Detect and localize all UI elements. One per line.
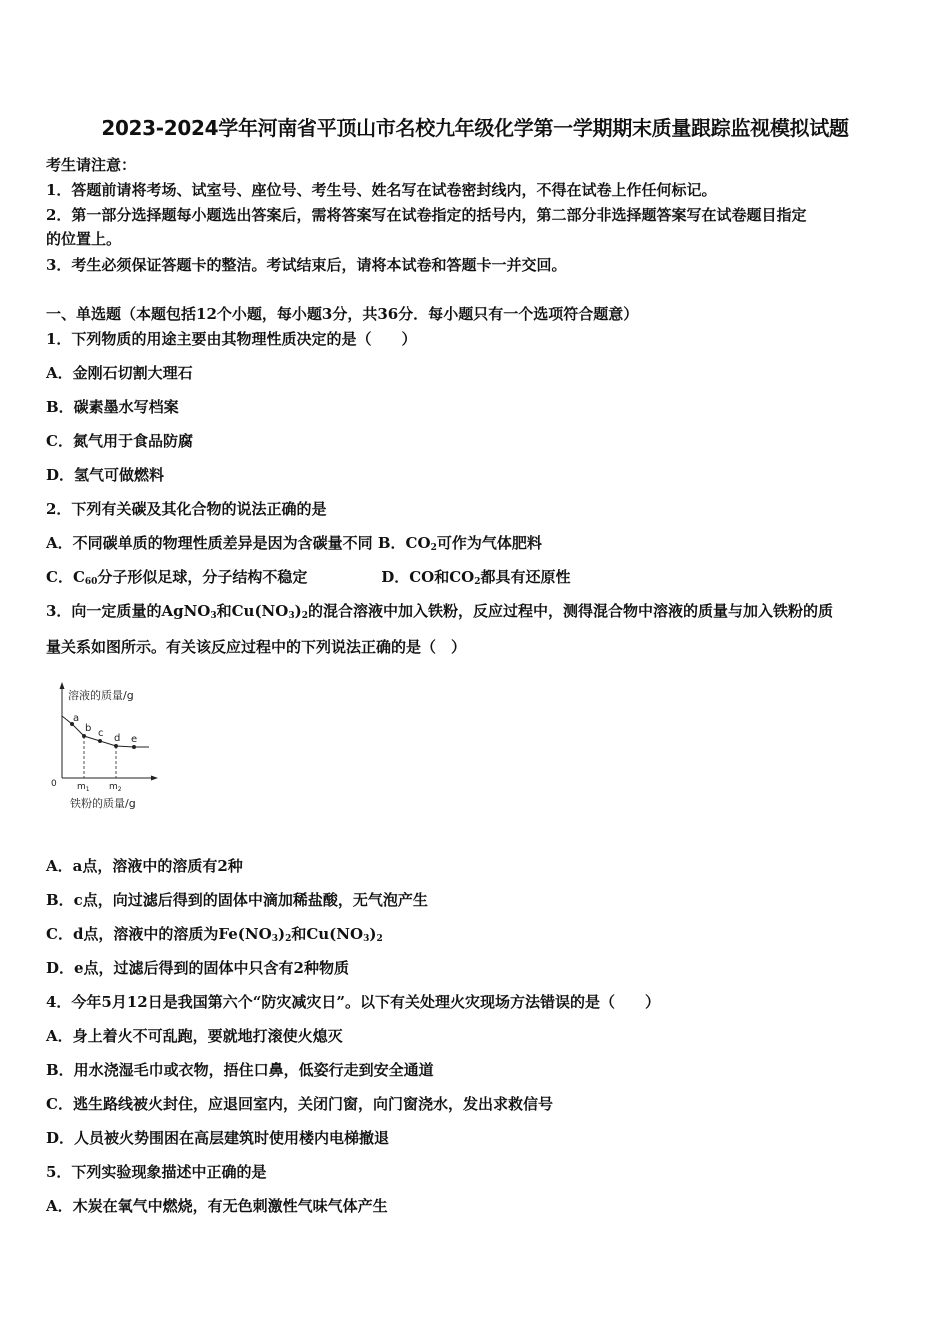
q4-option-b: B．用水浇湿毛巾或衣物，捂住口鼻，低姿行走到安全通道: [46, 1061, 434, 1079]
q1-option-d: D．氢气可做燃料: [46, 466, 165, 484]
notice-heading: 考生请注意：: [46, 156, 137, 174]
q2-option-d: D．CO和$CO_2$都具有还原性: [381, 568, 571, 587]
point-d: [114, 744, 118, 748]
q4-option-a: A．身上着火不可乱跑，要就地打滚使火熄灭: [46, 1027, 343, 1045]
point-c: [98, 739, 102, 743]
q5-stem: 5．下列实验现象描述中正确的是: [46, 1163, 267, 1181]
point-a-label: a: [73, 713, 80, 724]
point-b-label: b: [85, 723, 92, 734]
q2-options-ab: [46, 532, 542, 553]
notice-item-2-cont: 的位置上。: [46, 230, 122, 248]
q2-stem: 2．下列有关碳及其化合物的说法正确的是: [46, 500, 327, 518]
notice-item-2: 2．第一部分选择题每小题选出答案后，需将答案写在试卷指定的括号内，第二部分非选择题答案写在试卷题目指定: [46, 206, 807, 224]
q3-option-c: C．d点，溶液中的溶质为$Fe(NO_3)_2$和$Cu(NO_3)_2$: [46, 925, 383, 944]
point-d-label: d: [114, 733, 121, 744]
point-e-label: e: [131, 734, 138, 745]
point-e: [132, 745, 136, 749]
q3-stem-line1: 3．向一定质量的AgNO$_3$和$Cu(NO_3)_2$的混合溶液中加入铁粉，反应过程中，测得混合物中溶液的质量与加入铁粉的质: [46, 602, 833, 621]
y-axis-label: 溶液的质量/g: [68, 689, 134, 702]
q3-stem-line2: 量关系如图所示。有关该反应过程中的下列说法正确的是（ ）: [46, 638, 467, 656]
q4-option-c: C．逃生路线被火封住，应退回室内，关闭门窗，向门窗浇水，发出求救信号: [46, 1095, 553, 1113]
q2-option-a: A．不同碳单质的物理性质差异是因为含碳量不同: [46, 534, 373, 552]
notice-item-3: 3．考生必须保证答题卡的整洁。考试结束后，请将本试卷和答题卡一并交回。: [46, 256, 567, 274]
q2-option-c: C．$C_{60}$分子形似足球，分子结构不稳定: [46, 568, 308, 587]
notice-item-1: 1．答题前请将考场、试室号、座位号、考生号、姓名写在试卷密封线内，不得在试卷上作任何标记。: [46, 181, 717, 199]
q2-options-cd: [46, 566, 571, 587]
x-axis-arrow: [151, 776, 158, 781]
section-heading: 一、单选题（本题包括12个小题，每小题3分，共36分．每小题只有一个选项符合题意）: [46, 305, 639, 323]
q1-stem: 1．下列物质的用途主要由其物理性质决定的是（ ）: [46, 330, 417, 348]
point-b: [82, 734, 86, 738]
q3-graph: [46, 680, 176, 815]
q3-option-a: A．a点，溶液中的溶质有2种: [46, 857, 243, 875]
page-title: 2023-2024学年河南省平顶山市名校九年级化学第一学期期末质量跟踪监视模拟试题: [101, 116, 849, 140]
m1-label: $m_1$: [77, 782, 90, 793]
m2-label: $m_2$: [109, 782, 122, 793]
q1-option-a: A．金刚石切割大理石: [46, 364, 193, 382]
q1-option-b: B．碳素墨水写档案: [46, 398, 179, 416]
q3-option-b: B．c点，向过滤后得到的固体中滴加稀盐酸，无气泡产生: [46, 891, 428, 909]
q1-option-c: C．氮气用于食品防腐: [46, 432, 193, 450]
q3-graph-svg: [46, 680, 176, 815]
point-c-label: c: [98, 728, 104, 739]
x-axis-label: 铁粉的质量/g: [70, 797, 136, 810]
origin-label: 0: [51, 779, 57, 789]
q5-option-a: A．木炭在氧气中燃烧，有无色刺激性气味气体产生: [46, 1197, 388, 1215]
y-axis-arrow: [60, 682, 65, 689]
q4-stem: 4．今年5月12日是我国第六个“防灾减灾日”。以下有关处理火灾现场方法错误的是（ ）: [46, 993, 661, 1011]
q2-option-b: B．$CO_2$可作为气体肥料: [377, 534, 542, 553]
q4-option-d: D．人员被火势围困在高层建筑时使用楼内电梯撤退: [46, 1129, 390, 1147]
q3-option-d: D．e点，过滤后得到的固体中只含有2种物质: [46, 959, 349, 977]
